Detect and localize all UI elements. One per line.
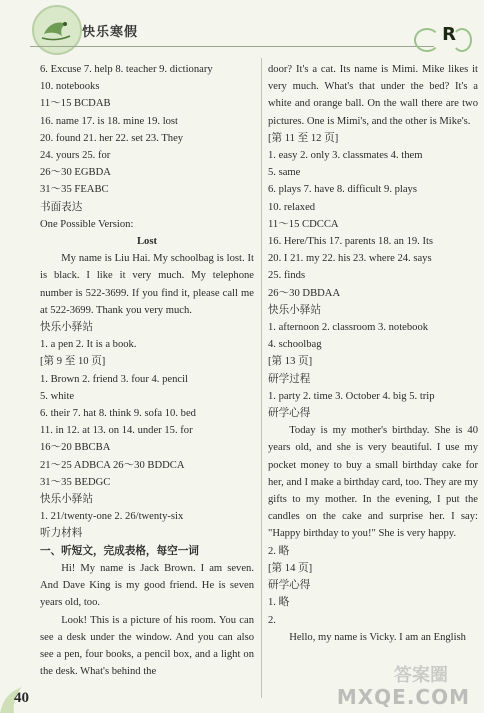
answer-line: 26～30 EGBDA (40, 167, 111, 179)
answer-line: 快乐小驿站 (268, 304, 321, 316)
right-column (268, 61, 478, 646)
bird-logo-icon (38, 10, 74, 46)
answer-line: 研学过程 (268, 373, 311, 385)
watermark-text: MXQE.COM (336, 685, 470, 709)
answer-line: 6. Excuse 7. help 8. teacher 9. dictionary (40, 64, 213, 75)
answer-line: 11～15 BCDAB (40, 98, 111, 110)
answer-line: 6. plays 7. have 8. difficult 9. plays (268, 184, 417, 196)
answer-line: 16. Here/This 17. parents 18. an 19. Its (268, 236, 434, 248)
listening-para-2: Look! This is a picture of his room. You can see a desk under the window. And you can also see a pen, four books, a pencil box, and a light on the desk. What's behind the (40, 614, 254, 678)
swirl-right-icon (452, 28, 472, 52)
answer-line: 书面表达 (40, 201, 83, 213)
answer-line: 20. I 21. my 22. his 23. where 24. says (268, 253, 432, 265)
answer-line: 21～25 ADBCA 26～30 BDDCA (40, 459, 185, 471)
answer-line: 1. Brown 2. friend 3. four 4. pencil (40, 373, 188, 385)
left-answer-lines (40, 61, 254, 250)
answer-line: 1. 略 (268, 597, 290, 609)
answer-line: [第 9 至 10 页] (40, 356, 106, 368)
answer-line: [第 14 页] (268, 562, 313, 574)
answer-line: 1. a pen 2. It is a book. (40, 339, 137, 351)
answer-line: One Possible Version: (40, 218, 134, 230)
answer-line: 20. found 21. her 22. set 23. They (40, 132, 184, 144)
answer-line: 研学心得 (268, 580, 311, 592)
answer-line: [第 11 至 12 页] (268, 132, 339, 144)
answer-line: 1. easy 2. only 3. classmates 4. them (268, 150, 423, 162)
answer-line: 1. 21/twenty-one 2. 26/twenty-six (40, 511, 184, 523)
watermark-logo: 答案圈 (394, 665, 448, 686)
answer-line: 10. relaxed (268, 201, 316, 213)
answer-line: 16～20 BBCBA (40, 442, 111, 454)
answer-line: 24. yours 25. for (40, 150, 111, 162)
answer-line: 5. same (268, 167, 301, 179)
essay-lost: My name is Liu Hai. My schoolbag is lost. It is black. I like it very much. My telephone number is 522-3699. If you find it, please call me at 522-3699. Thank you very much. (40, 253, 254, 316)
answer-line: 快乐小驿站 (40, 494, 93, 506)
edition-badge (414, 22, 474, 52)
birthday-essay: Today is my mother's birthday. She is 40 years old, and she is very beautiful. I use my pocket money to buy a small birthday cake for her, and I make a birthday card, too. They are my gifts to my mother. In the evening, I put the candles on the cake and surprise her. I say: "Happy birthday to you!" She is very happy. (268, 425, 478, 540)
brand-title: 快乐寒假 (82, 25, 139, 40)
answer-line: 2. 略 (268, 545, 290, 557)
answer-line: 16. name 17. is 18. mine 19. lost (40, 115, 179, 127)
answer-line: 研学心得 (268, 408, 311, 420)
answer-line: [第 13 页] (268, 356, 313, 368)
right-answer-lines-2 (268, 543, 478, 629)
column-divider (261, 58, 262, 698)
page-header (0, 0, 484, 60)
right-answer-lines (268, 130, 478, 422)
answer-line: 6. their 7. hat 8. think 9. sofa 10. bed (40, 408, 196, 420)
answer-line: 31～35 FEABC (40, 184, 109, 196)
answer-line: 11～15 CDCCA (268, 218, 339, 230)
answer-line: 2. (268, 614, 276, 626)
swirl-left-icon (414, 28, 440, 52)
answer-line: 11. in 12. at 13. on 14. under 15. for (40, 425, 193, 437)
answer-line: 听力材料 (40, 528, 83, 540)
header-rule (30, 46, 434, 47)
answer-line: 快乐小驿站 (40, 322, 93, 334)
listening-para-continued: door? It's a cat. Its name is Mimi. Mike likes it very much. What's that under the bed? It's a white and orange ball. On the wall there are two pictures. One is Mimi's, and the other is Mike's. (268, 64, 478, 127)
answer-line: 1. afternoon 2. classroom 3. notebook (268, 322, 429, 334)
listening-para-1: Hi! My name is Jack Brown. I am seven. And Dave King is my good friend. He is seven years old, too. (40, 562, 254, 609)
left-column (40, 61, 254, 680)
answer-line: 一、听短文，完成表格，每空一词 (40, 545, 199, 557)
answer-line: 25. finds (268, 270, 306, 282)
answer-line: 1. party 2. time 3. October 4. big 5. trip (268, 390, 435, 402)
answer-line: 4. schoolbag (268, 339, 322, 351)
page-number: 40 (14, 690, 29, 706)
answer-line: 26～30 DBDAA (268, 287, 341, 299)
answer-line: Lost (136, 236, 157, 248)
left-answer-lines-2 (40, 319, 254, 560)
answer-line: 10. notebooks (40, 81, 100, 93)
edition-letter: R (442, 24, 456, 45)
vicky-para: Hello, my name is Vicky. I am an English (289, 631, 466, 643)
answer-line: 31～35 BEDGC (40, 476, 111, 488)
answer-line: 5. white (40, 390, 75, 402)
